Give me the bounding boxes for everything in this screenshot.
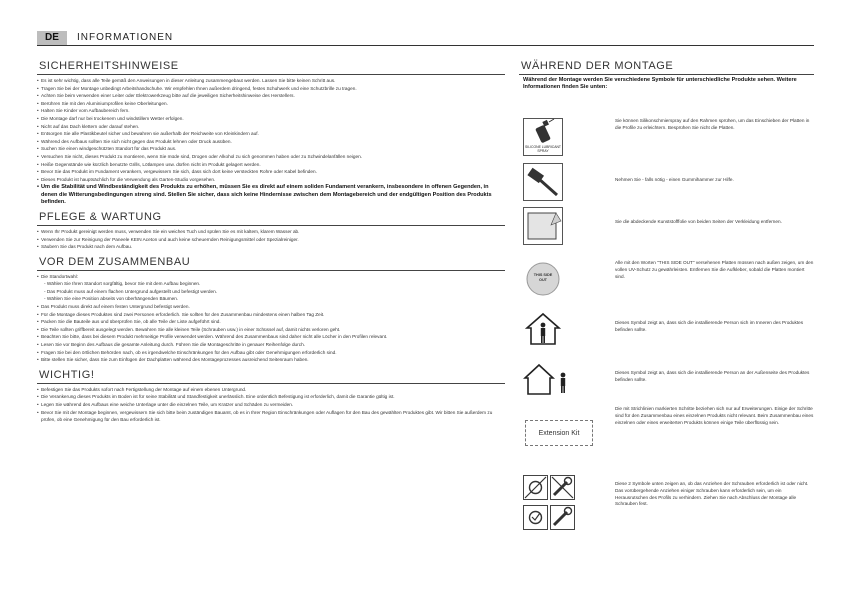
symbol-row-person-outside	[523, 360, 814, 400]
symbol-row-hammer	[523, 163, 814, 203]
section-title-montage: WÄHREND DER MONTAGE	[519, 60, 814, 75]
list-item: • Das Produkt muss direkt auf einem festen Untergrund befestigt werden.	[37, 303, 505, 311]
section-title-wichtig: WICHTIG!	[37, 369, 505, 384]
list-item: • Packen Sie die Bauteile aus und überprüfen Sie, ob alle Teile der Liste aufgeführt sind.	[37, 318, 505, 326]
list-item: • Dieses Produkt ist hauptsächlich für die Verwendung als Garten-Studio vorgesehen.	[37, 176, 505, 184]
screw-tightening-icons	[523, 475, 575, 531]
person-outside-house-icon	[523, 360, 573, 398]
vor-list	[37, 273, 505, 364]
person-inside-house-icon	[523, 310, 563, 348]
list-item: • Bevor Sie mit der Montage beginnen, vergewissern Sie sich bitte beim zuständigen Bauamt, ob es in Ihrer Region Einschränkungen oder Auflagen für den Bau des gewählten Produktes gibt. Wir bitten Sie außerdem zu prüfen, ob eine Genehmigung für den Bau erforderlich ist.	[37, 409, 505, 424]
right-column	[519, 60, 814, 507]
list-item: • Für die Montage dieses Produktes sind zwei Personen erforderlich. Sie sollten für den Zusammenbau mindestens einen halben Tag Zeit.	[37, 311, 505, 319]
page-header	[37, 31, 814, 46]
wrench-no-tighten-icon	[551, 476, 575, 500]
list-item: • Es ist sehr wichtig, dass alle Teile gemäß den Anweisungen in dieser Anleitung zusammengebaut werden. Lassen Sie bitte keinen Schritt aus.	[37, 77, 505, 85]
rubber-mallet-icon	[523, 163, 563, 201]
section-title-pflege: PFLEGE & WARTUNG	[37, 211, 505, 226]
page-title: INFORMATIONEN	[77, 32, 174, 43]
list-item: • Die Standortwahl:	[37, 273, 505, 281]
section-title-sicherheit: SICHERHEITSHINWEISE	[37, 60, 505, 75]
list-item: • Bitte stellen Sie sicher, dass Sie zum Einfügen der Dachplatten während des Montageprozesses ausreichend Seitenraum haben.	[37, 356, 505, 364]
list-item: • Berühren Sie mit den Aluminiumprofilen keine Oberleitungen.	[37, 100, 505, 108]
list-item: • Die Montage darf nur bei trockenem und windstillem Wetter erfolgen.	[37, 115, 505, 123]
list-item: • Nicht auf das Dach klettern oder darauf stehen.	[37, 123, 505, 131]
symbol-text-person-outside: Dieses Symbol zeigt an, dass sich die installierende Person an der Außenseite des Produktes befinden sollte.	[615, 370, 810, 382]
list-item: • Die Verankerung dieses Produkts im Boden ist für seine Stabilität und Standfestigkeit unerlässlich. Eine ordentlich Befestigung ist erforderlich, damit die Garantie gültig ist.	[37, 393, 505, 401]
symbol-text-person-inside: Dieses Symbol zeigt an, dass sich die installierende Person sich im Inneren des Produktes befinden sollte.	[615, 320, 804, 332]
symbol-row-foil	[523, 207, 814, 249]
section-title-vor: VOR DEM ZUSAMMENBAU	[37, 256, 505, 271]
symbol-row-person-inside	[523, 310, 814, 350]
list-item: • Achten Sie beim verwenden einer Leiter oder Elektrowerkzeug bitte auf die jeweiligen Sicherheitshinweise des Herstellers.	[37, 92, 505, 100]
list-item: • Säubern Sie das Produkt nach dem Aufbau.	[37, 243, 505, 251]
spray-label: SILICONE LUBRICANT SPRAY	[525, 145, 561, 153]
symbol-text-spray: Sie können Silikonschmierspray auf den Rahmen sprühen, um das Einschieben der Platten in die Profile zu erleichtern. Besprühen Sie nicht die Platten.	[615, 118, 810, 130]
symbol-text-foil: Sie die abdeckende Kunststofffolie von beiden Seiten der Verkleidung entfernen.	[615, 219, 782, 224]
badge-label: THIS SIDE OUT	[533, 273, 553, 282]
sicherheit-list	[37, 77, 505, 206]
list-item: - Das Produkt muss auf einem flachen Untergrund aufgestellt und befestigt werden.	[44, 288, 218, 294]
screw-tighten-icon	[524, 506, 548, 530]
list-item: • Verwenden Sie zur Reinigung der Paneele KEIN Aceton und auch keine scheuernden Reinigungsmittel oder Spezialreiniger.	[37, 236, 505, 244]
this-side-out-badge-icon	[523, 260, 563, 298]
list-item: • Halten Sie Kinder vom Aufbaubereich fern.	[37, 107, 505, 115]
list-item: - Wählen Sie eine Position abseits von überhängenden Bäumen.	[44, 296, 179, 302]
montage-intro: Während der Montage werden Sie verschiedene Symbole für unterschiedliche Produkte sehen. Weitere Informationen finden Sie unten:	[523, 77, 797, 91]
list-item: • Beachten Sie bitte, dass bei diesem Produkt mehrseitige Profile verwendet werden. Während des Zusammenbaus sind daher nicht alle Löcher in den Profilen relevant.	[37, 333, 505, 341]
important-note: • Um die Stabilität und Windbeständigkeit des Produkts zu erhöhen, müssen Sie es direkt auf einem soliden Fundament verankern, insbesondere in offenen Gegenden, in denen die Witterungsbedingungen streng sind. Stellen Sie sicher, dass sich keine Hindernisse zwischen dem Montagebereich und der endgültigen Position des Produkts befinden.	[37, 184, 505, 206]
symbol-text-this-side-out: Alle mit den Worten "THIS SIDE OUT" versehenen Platten müssen nach außen zeigen, um den vollen UV-Schutz zu gewährleisten. Entfernen Sie die Aufkleber, sobald die Platten montiert sind.	[615, 260, 814, 279]
list-item: • Suchen Sie einen windgeschützten Standort für das Produkt aus.	[37, 145, 505, 153]
symbol-row-this-side-out	[523, 260, 814, 300]
list-item: • Versuchen Sie nicht, dieses Produkt zu montieren, wenn Sie müde sind, Drogen oder Alkohol zu sich genommen haben oder zu Schwindelanfällen neigen.	[37, 153, 505, 161]
left-column	[37, 60, 505, 429]
list-item: • Tragen Sie bei der Montage unbedingt Arbeitshandschuhe. Wir empfehlen Ihnen außerdem dringend, festes Schuhwerk und eine Schutzbrille zu tragen.	[37, 85, 505, 93]
list-item: • Entsorgen Sie alle Plastikbeutel sicher und bewahren sie außerhalb der Reichweite von Kleinkindern auf.	[37, 130, 505, 138]
list-item: - Wählen Sie Ihren Standort sorgfältig, bevor Sie mit dem Aufbau beginnen.	[44, 281, 201, 287]
list-item: • Wenn Ihr Produkt gereinigt werden muss, verwenden Sie ein weiches Tuch und spülen Sie es mit kaltem, klarem Wasser ab.	[37, 228, 505, 236]
list-item: • Fragen Sie bei den örtlichen Behörden nach, ob es irgendwelche Einschränkungen für den Aufbau gibt oder Genehmigungen erforderlich sind.	[37, 349, 505, 357]
list-item: • Die Teile sollten griffbereit ausgelegt werden. Bewahren Sie alle kleinen Teile (Schrauben usw.) in einer Schüssel auf, damit nichts verloren geht.	[37, 326, 505, 334]
symbol-text-extension-kit: Die mit Strichlinien markierten Schritte beziehen sich nur auf Erweiterungen. Einige der Schritte sind für den Zusammenbau eines einzelnen Produkts nicht relevant. Beim Zusammenbau eines einzelnen oder eines erweiterten Produkts können einige Teile überflüssig sein.	[615, 406, 814, 425]
wichtig-list	[37, 386, 505, 424]
language-badge: DE	[37, 31, 67, 45]
symbol-row-extension-kit	[523, 406, 814, 460]
spray-can-icon	[523, 118, 563, 156]
wrench-tighten-icon	[551, 506, 575, 530]
list-item: • Lesen Sie vor Beginn des Aufbaus die gesamte Anleitung durch. Führen Sie die Montageschritte in genauer Reihenfolge durch.	[37, 341, 505, 349]
protective-foil-icon	[523, 207, 563, 245]
pflege-list	[37, 228, 505, 251]
extension-kit-box: Extension Kit	[525, 420, 593, 446]
list-item: • Bevor Sie das Produkt im Fundament verankern, vergewissern Sie sich, dass sich dort keine versteckten Rohre oder Kabel befinden.	[37, 168, 505, 176]
symbol-row-spray	[523, 118, 814, 158]
list-item: • Heiße Gegenstände wie kürzlich benutzte Grills, Lötlampen usw. dürfen nicht im Produkt gelagert werden.	[37, 161, 505, 169]
symbol-text-screws: Diese 2 Symbole unten zeigen an, ob das Anziehen der Schrauben erforderlich ist oder nicht. Das vorübergehende Anziehen einiger Schrauben kann erforderlich sein, um ein Herausrutschen des Profils zu verhindern. Ziehen Sie nach Abschluss der Montage alle Schrauben fest.	[615, 481, 809, 507]
list-item: • Legen Sie während des Aufbaus eine weiche Unterlage unter die einzelnen Teile, um Kratzer und Schäden zu vermeiden.	[37, 401, 505, 409]
list-item: • Befestigen Sie das Produkts sofort nach Fertigstellung der Montage auf einem ebenen Untergrund.	[37, 386, 505, 394]
screw-no-tighten-icon	[524, 476, 548, 500]
symbol-row-screws	[523, 475, 814, 535]
list-item: • Während des Aufbaus sollten Sie sich nicht gegen das Produkt lehnen oder Druck ausüben.	[37, 138, 505, 146]
symbol-text-hammer: Nehmen Sie - falls nötig - einen Gummihammer zur Hilfe.	[615, 177, 734, 182]
